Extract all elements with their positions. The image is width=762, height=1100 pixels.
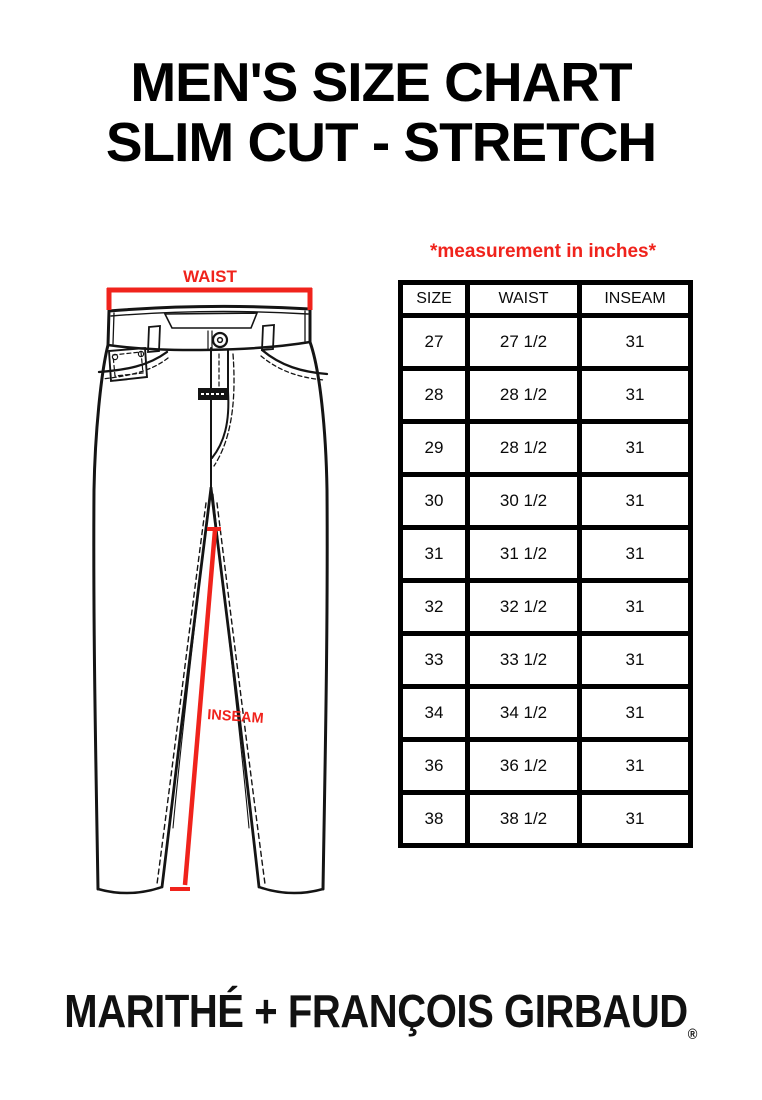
cell-inseam: 31 xyxy=(580,422,691,475)
cell-size: 34 xyxy=(401,687,468,740)
page-title xyxy=(0,52,762,172)
size-table xyxy=(398,280,693,848)
page-title-line2: SLIM CUT - STRETCH xyxy=(105,111,657,173)
brand-footer xyxy=(0,984,762,1043)
cell-waist: 30 1/2 xyxy=(468,475,580,528)
table-row xyxy=(401,369,691,422)
cell-size: 27 xyxy=(401,316,468,369)
cell-size: 29 xyxy=(401,422,468,475)
table-row xyxy=(401,793,691,846)
jeans-diagram xyxy=(78,258,368,908)
cell-inseam: 31 xyxy=(580,581,691,634)
jeans-diagram-svg xyxy=(78,258,368,908)
cell-waist: 32 1/2 xyxy=(468,581,580,634)
cell-size: 33 xyxy=(401,634,468,687)
cell-inseam: 31 xyxy=(580,687,691,740)
cell-inseam: 31 xyxy=(580,793,691,846)
cell-waist: 28 1/2 xyxy=(468,369,580,422)
cell-waist: 34 1/2 xyxy=(468,687,580,740)
cell-waist: 28 1/2 xyxy=(468,422,580,475)
cell-waist: 27 1/2 xyxy=(468,316,580,369)
measure-annotations xyxy=(107,267,312,889)
table-row xyxy=(401,316,691,369)
brand-logo xyxy=(64,984,698,1043)
cell-size: 38 xyxy=(401,793,468,846)
cell-size: 31 xyxy=(401,528,468,581)
cell-inseam: 31 xyxy=(580,634,691,687)
inseam-measure-label: INSEAM xyxy=(206,707,265,727)
page-title-line1: MEN'S SIZE CHART xyxy=(130,51,632,113)
cell-waist: 31 1/2 xyxy=(468,528,580,581)
cell-size: 28 xyxy=(401,369,468,422)
table-row xyxy=(401,581,691,634)
cell-inseam: 31 xyxy=(580,740,691,793)
table-row xyxy=(401,740,691,793)
cell-waist: 36 1/2 xyxy=(468,740,580,793)
header-size: SIZE xyxy=(401,283,468,316)
cell-waist: 38 1/2 xyxy=(468,793,580,846)
cell-size: 36 xyxy=(401,740,468,793)
table-row xyxy=(401,634,691,687)
waist-button xyxy=(213,333,227,347)
cell-inseam: 31 xyxy=(580,316,691,369)
cell-size: 32 xyxy=(401,581,468,634)
table-row xyxy=(401,528,691,581)
measurement-note: *measurement in inches* xyxy=(430,241,656,262)
table-row xyxy=(401,475,691,528)
table-header-row xyxy=(401,283,691,316)
registered-trademark: ® xyxy=(687,1026,698,1043)
header-inseam: INSEAM xyxy=(580,283,691,316)
cell-inseam: 31 xyxy=(580,475,691,528)
cell-waist: 33 1/2 xyxy=(468,634,580,687)
brand-name: MARITHÉ + FRANÇOIS GIRBAUD xyxy=(64,985,688,1037)
cell-inseam: 31 xyxy=(580,369,691,422)
cell-size: 30 xyxy=(401,475,468,528)
cell-inseam: 31 xyxy=(580,528,691,581)
table-row xyxy=(401,422,691,475)
back-waistband xyxy=(165,313,257,328)
table-row xyxy=(401,687,691,740)
waist-measure-label: WAIST xyxy=(183,267,237,286)
header-waist: WAIST xyxy=(468,283,580,316)
